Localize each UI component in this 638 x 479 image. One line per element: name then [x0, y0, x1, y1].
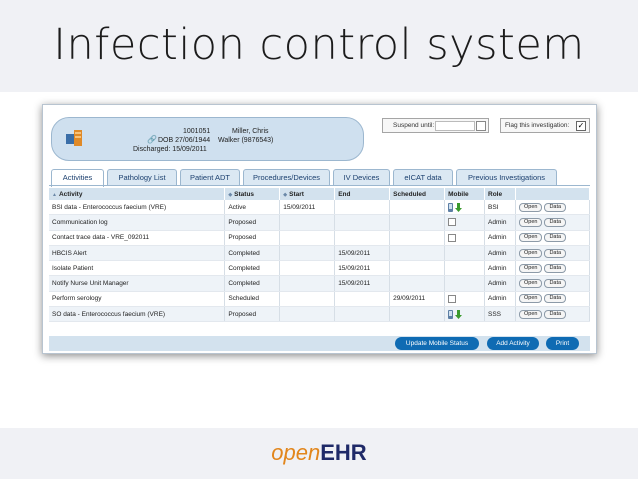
cell-start: [280, 261, 335, 276]
cell-status: Scheduled: [225, 291, 280, 306]
tab-iv-devices[interactable]: IV Devices: [333, 169, 390, 186]
table-row[interactable]: [49, 291, 590, 306]
patient-record-icon: [66, 128, 84, 148]
cell-mobile: [445, 200, 485, 215]
data-button[interactable]: Data: [544, 203, 566, 212]
cell-actions: [515, 291, 589, 306]
cell-status: Completed: [225, 261, 280, 276]
column-header-actions: [515, 188, 589, 200]
cell-start: [280, 291, 335, 306]
cell-scheduled: [390, 230, 445, 245]
open-button[interactable]: Open: [519, 264, 542, 273]
cell-activity: HBCIS Alert: [49, 245, 225, 260]
mobile-checkbox[interactable]: [448, 234, 456, 242]
cell-status: Completed: [225, 276, 280, 291]
sort-icon: ◆: [283, 191, 288, 198]
mobile-sync-icon[interactable]: [448, 310, 462, 319]
cell-scheduled: [390, 200, 445, 215]
tab-procedures-devices[interactable]: Procedures/Devices: [243, 169, 330, 186]
column-header-scheduled[interactable]: Scheduled: [390, 188, 445, 200]
cell-role: BSI: [485, 200, 516, 215]
table-row[interactable]: [49, 261, 590, 276]
column-header-end[interactable]: End: [335, 188, 390, 200]
flag-checkbox[interactable]: ✓: [577, 121, 585, 130]
slide-title: Infection control system: [53, 20, 585, 70]
cell-end: 15/09/2011: [335, 276, 390, 291]
cell-end: [335, 291, 390, 306]
open-button[interactable]: Open: [519, 203, 542, 212]
cell-scheduled: 29/09/2011: [390, 291, 445, 306]
data-button[interactable]: Data: [544, 264, 566, 273]
app-window: [42, 104, 597, 354]
cell-end: 15/09/2011: [335, 245, 390, 260]
data-button[interactable]: Data: [544, 279, 566, 288]
cell-activity: Perform serology: [49, 291, 225, 306]
data-button[interactable]: Data: [544, 294, 566, 303]
patient-discharged: Discharged: 15/09/2011: [133, 146, 207, 153]
print-button[interactable]: Print: [546, 337, 579, 350]
tab-previous-investigations[interactable]: Previous Investigations: [456, 169, 557, 186]
cell-start: [280, 215, 335, 230]
table-row[interactable]: [49, 215, 590, 230]
open-button[interactable]: Open: [519, 310, 542, 319]
patient-name: Miller, Chris: [232, 128, 269, 135]
cell-actions: [515, 245, 589, 260]
cell-start: [280, 307, 335, 322]
cell-role: Admin: [485, 245, 516, 260]
column-header-status[interactable]: ◆ Status: [225, 188, 280, 200]
cell-status: Proposed: [225, 230, 280, 245]
logo-open-text: open: [271, 440, 321, 465]
data-button[interactable]: Data: [544, 310, 566, 319]
cell-activity: Communication log: [49, 215, 225, 230]
cell-end: 15/09/2011: [335, 261, 390, 276]
cell-mobile: [445, 230, 485, 245]
flag-control: [500, 118, 590, 133]
open-button[interactable]: Open: [519, 233, 542, 242]
cell-status: Proposed: [225, 307, 280, 322]
logo-ehr-text: EHR: [320, 440, 367, 465]
cell-end: [335, 200, 390, 215]
data-button[interactable]: Data: [544, 233, 566, 242]
column-header-start[interactable]: ◆ Start: [280, 188, 335, 200]
mobile-checkbox[interactable]: [448, 295, 456, 303]
cell-status: Active: [225, 200, 280, 215]
tab-divider: [49, 185, 590, 186]
cell-mobile: [445, 215, 485, 230]
patient-id: 1001051: [183, 128, 211, 135]
cell-role: SSS: [485, 307, 516, 322]
open-button[interactable]: Open: [519, 218, 542, 227]
add-activity-button[interactable]: Add Activity: [487, 337, 539, 350]
cell-actions: [515, 200, 589, 215]
mobile-sync-icon[interactable]: [448, 203, 462, 212]
cell-status: Proposed: [225, 215, 280, 230]
cell-scheduled: [390, 276, 445, 291]
cell-activity: Notify Nurse Unit Manager: [49, 276, 225, 291]
table-row[interactable]: [49, 307, 590, 322]
cell-role: Admin: [485, 215, 516, 230]
cell-role: Admin: [485, 230, 516, 245]
tab-activities[interactable]: Activities: [51, 169, 104, 187]
patient-clinician: Walker (9876543): [218, 137, 274, 144]
cell-mobile: [445, 261, 485, 276]
table-row[interactable]: [49, 200, 590, 215]
patient-dob: DOB 27/06/1944: [158, 137, 211, 144]
patient-banner: [51, 117, 364, 161]
column-header-mobile[interactable]: Mobile: [445, 188, 485, 200]
pin-icon: 🔗: [147, 135, 157, 144]
cell-role: Admin: [485, 261, 516, 276]
cell-role: Admin: [485, 276, 516, 291]
cell-end: [335, 230, 390, 245]
calendar-icon[interactable]: [476, 121, 486, 131]
sort-icon: ◆: [228, 191, 233, 198]
update-mobile-status-button[interactable]: Update Mobile Status: [395, 337, 479, 350]
cell-activity: BSI data - Enterococcus faecium (VRE): [49, 200, 225, 215]
cell-actions: [515, 261, 589, 276]
suspend-control: [382, 118, 489, 133]
cell-actions: [515, 307, 589, 322]
openehr-logo: [0, 440, 638, 466]
cell-mobile: [445, 276, 485, 291]
cell-scheduled: [390, 245, 445, 260]
tab-eicat-data[interactable]: eICAT data: [393, 169, 453, 186]
cell-mobile: [445, 245, 485, 260]
cell-end: [335, 215, 390, 230]
column-header-role[interactable]: Role: [485, 188, 516, 200]
flag-label: Flag this investigation:: [505, 122, 570, 129]
mobile-checkbox[interactable]: [448, 218, 456, 226]
data-button[interactable]: Data: [544, 218, 566, 227]
cell-scheduled: [390, 307, 445, 322]
open-button[interactable]: Open: [519, 294, 542, 303]
cell-actions: [515, 230, 589, 245]
open-button[interactable]: Open: [519, 249, 542, 258]
table-row[interactable]: [49, 230, 590, 245]
cell-scheduled: [390, 215, 445, 230]
cell-activity: Contact trace data - VRE_092011: [49, 230, 225, 245]
cell-actions: [515, 215, 589, 230]
table-row[interactable]: [49, 276, 590, 291]
open-button[interactable]: Open: [519, 279, 542, 288]
cell-role: Admin: [485, 291, 516, 306]
cell-start: [280, 245, 335, 260]
action-footer: [49, 336, 590, 351]
cell-mobile: [445, 307, 485, 322]
activities-table: [49, 188, 590, 322]
data-button[interactable]: Data: [544, 249, 566, 258]
column-header-activity[interactable]: ▲ Activity: [49, 188, 225, 200]
cell-status: Completed: [225, 245, 280, 260]
cell-start: 15/09/2011: [280, 200, 335, 215]
cell-end: [335, 307, 390, 322]
cell-actions: [515, 276, 589, 291]
suspend-label: Suspend until:: [393, 122, 435, 129]
table-row[interactable]: [49, 245, 590, 260]
suspend-date-input[interactable]: [435, 121, 475, 131]
cell-start: [280, 276, 335, 291]
tab-pathology-list[interactable]: Pathology List: [107, 169, 177, 186]
cell-scheduled: [390, 261, 445, 276]
cell-mobile: [445, 291, 485, 306]
cell-activity: SO data - Enterococcus faecium (VRE): [49, 307, 225, 322]
tab-patient-adt[interactable]: Patient ADT: [180, 169, 240, 186]
cell-activity: Isolate Patient: [49, 261, 225, 276]
table-header-row: [49, 188, 590, 200]
sort-icon: ▲: [52, 191, 57, 198]
cell-start: [280, 230, 335, 245]
